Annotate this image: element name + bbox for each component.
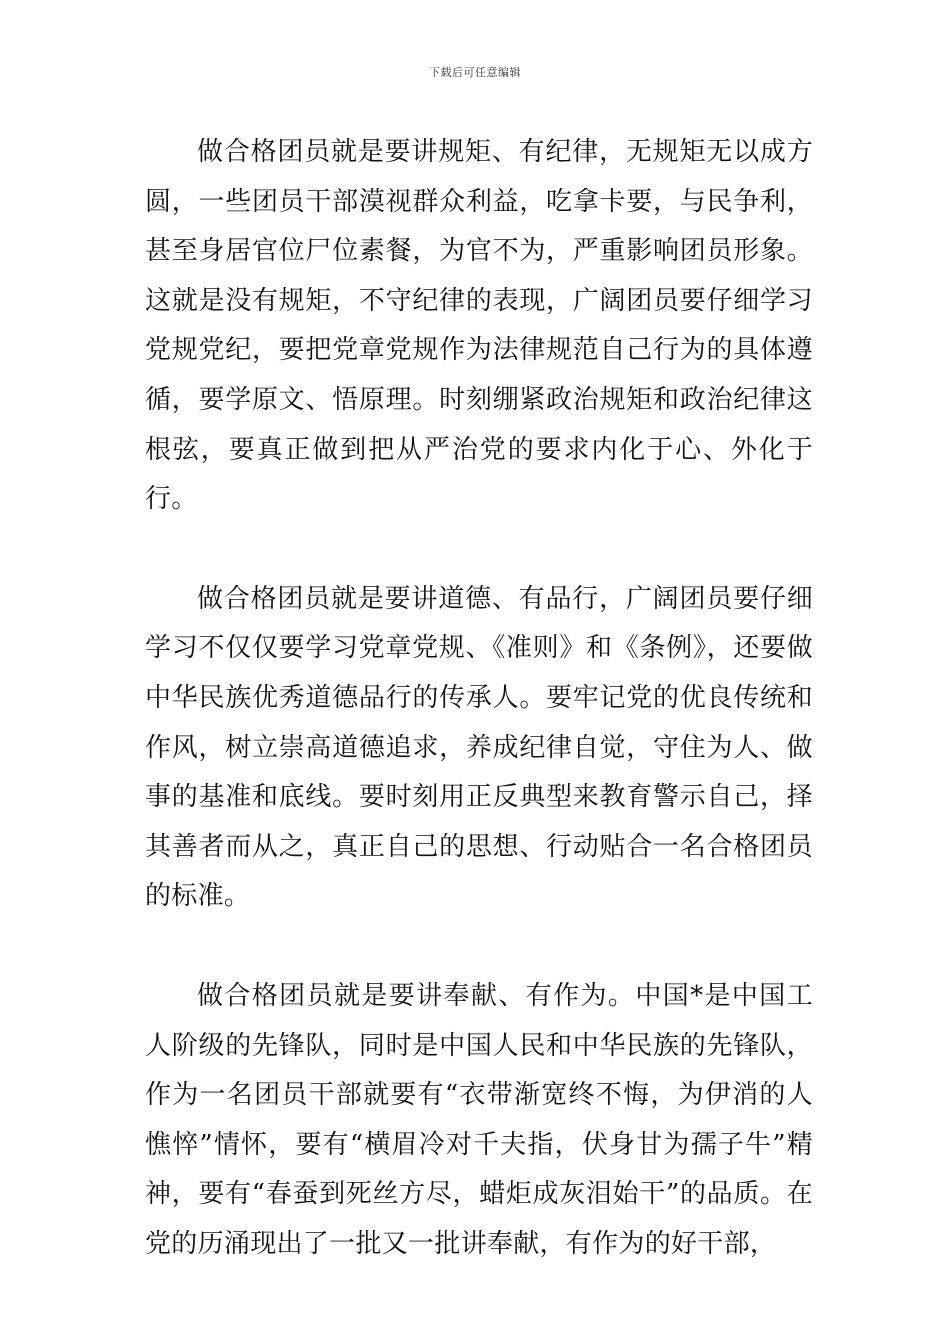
paragraph-morality-conduct: 做合格团员就是要讲道德、有品行，广阔团员要仔细学习不仅仅要学习党章党规、《准则》和《条例》，还要做中华民族优秀道德品行的传承人。要牢记党的优良传统和作风，树立崇高道德追求，养成纪律自觉，守住为人、做事的基准和底线。要时刻用正反典型来教育警示自己，择其善者而从之，真正自己的思想、行动贴合一名合格团员的标准。 [145, 583, 813, 912]
paragraph-dedication-action: 做合格团员就是要讲奉献、有作为。中国*是中国工人阶级的先锋队，同时是中国人民和中华民族的先锋队，作为一名团员干部就要有“衣带渐宽终不悔，为伊消的人憔悴”情怀，要有“横眉冷对千夫指，伏身甘为孺子牛”精神，要有“春蚕到死丝方尽，蜡炬成灰泪始干”的品质。在党的历涌现出了一批又一批讲奉献，有作为的好干部， [145, 980, 813, 1259]
header-note: 下载后可任意编辑 [429, 66, 521, 79]
paragraph-rules-discipline: 做合格团员就是要讲规矩、有纪律，无规矩无以成方圆，一些团员干部漠视群众利益，吃拿卡要，与民争利，甚至身居官位尸位素餐，为官不为，严重影响团员形象。这就是没有规矩，不守纪律的表现，广阔团员要仔细学习党规党纪，要把党章党规作为法律规范自己行为的具体遵循，要学原文、悟原理。时刻绷紧政治规矩和政治纪律这根弦，要真正做到把从严治党的要求内化于心、外化于行。 [145, 137, 813, 515]
document-body [145, 128, 813, 1269]
